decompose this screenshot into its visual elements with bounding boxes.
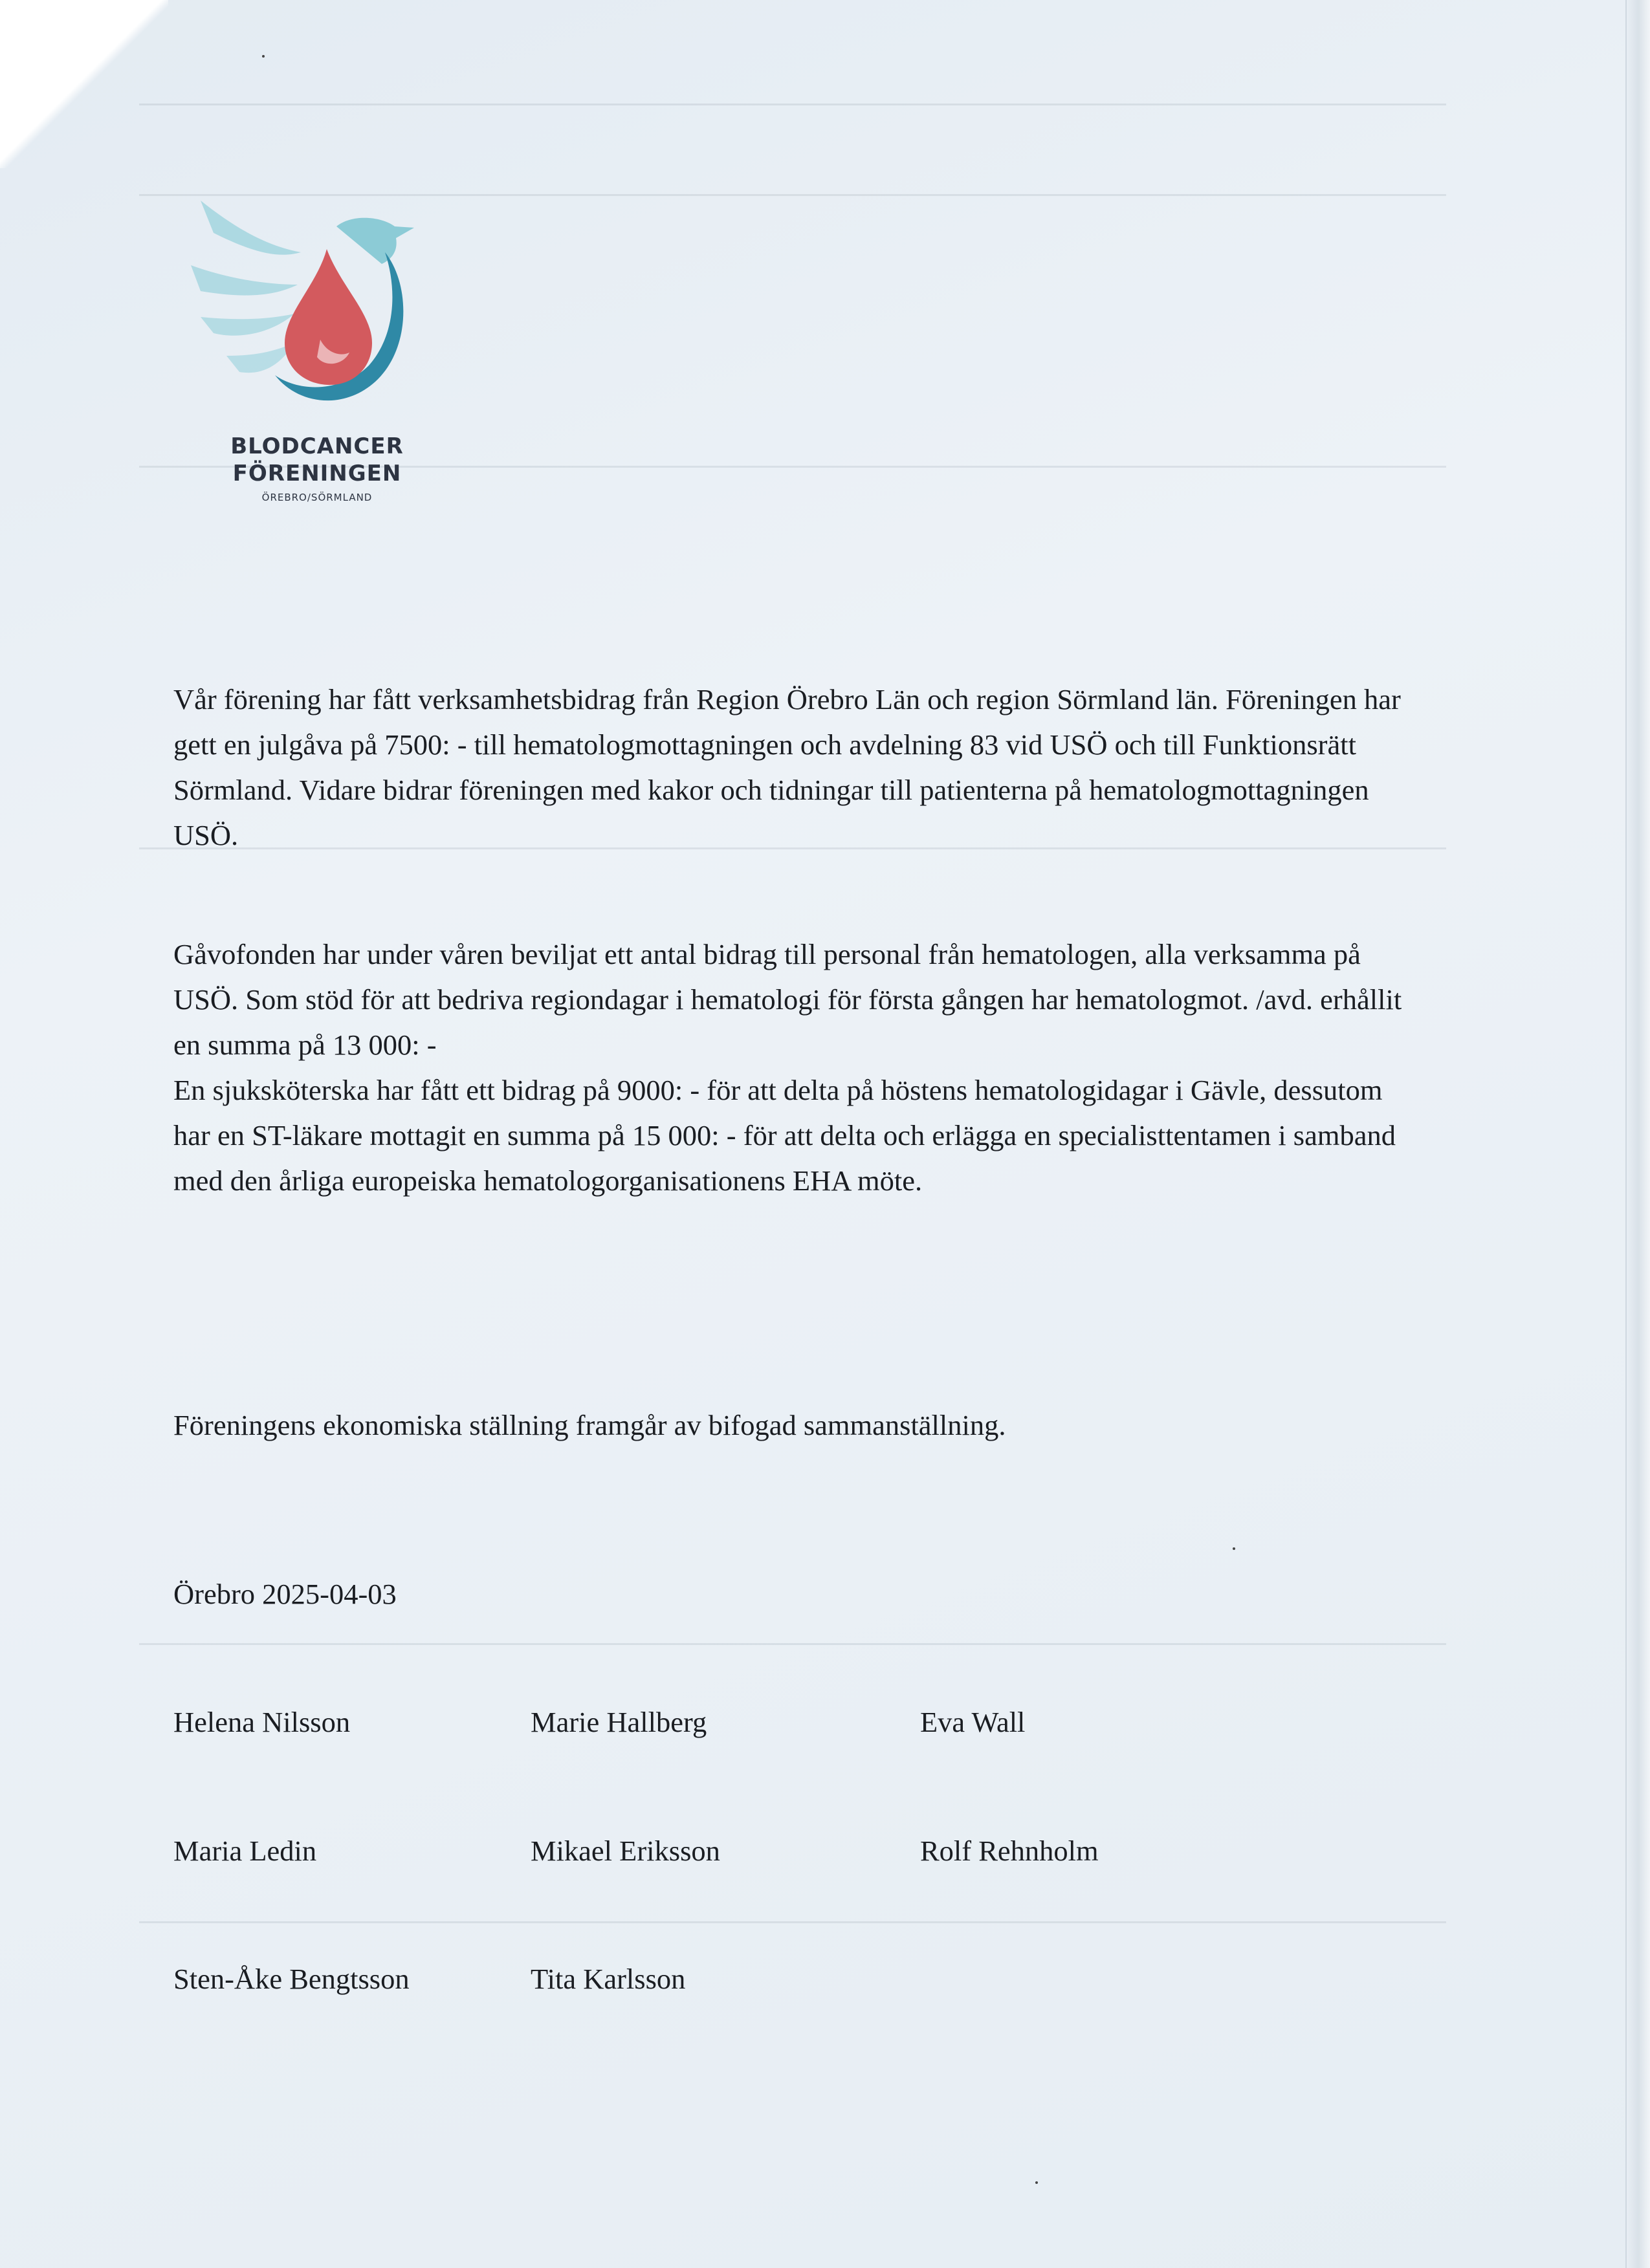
bleed-line	[139, 1643, 1446, 1645]
signature-name: Marie Hallberg	[531, 1706, 707, 1738]
place-and-date: Örebro 2025-04-03	[173, 1578, 397, 1610]
logo-wordmark-line2: FÖRENINGEN	[232, 461, 402, 486]
association-logo	[188, 188, 446, 524]
blood-drop-bird-icon	[188, 188, 446, 433]
signature-name: Sten-Åke Bengtsson	[173, 1963, 410, 1995]
paragraph-gift-fund: Gåvofonden har under våren beviljat ett antal bidrag till personal från hematologen, alla verksamma på USÖ. Som stöd för att bedriva regiondagar i hematologi för första gången har hematologmot. /avd. erhållit en summa på 13 000: -	[173, 938, 1402, 1061]
signature-name: Eva Wall	[920, 1706, 1026, 1738]
folded-corner	[0, 0, 168, 168]
signature-name: Helena Nilsson	[173, 1706, 351, 1738]
signature-name: Mikael Eriksson	[531, 1835, 720, 1867]
paper-speck	[1233, 1547, 1235, 1550]
paragraph-funding: Vår förening har fått verksamhetsbidrag från Region Örebro Län och region Sörmland län. Föreningen har gett en julgåva på 7500: - till hematologmottagningen och avdelning 83 vid USÖ och till Funktionsrätt Sörmland. Vidare bidrar föreningen med kakor och tidningar till patienterna på hematologmottagningen USÖ.	[173, 683, 1401, 851]
paragraph-financial-position: Föreningens ekonomiska ställning framgår av bifogad sammanställning.	[173, 1409, 1006, 1441]
paper-speck	[1035, 2181, 1038, 2184]
paper-speck	[262, 55, 265, 58]
page-edge	[1625, 0, 1650, 2268]
bleed-line	[139, 104, 1446, 105]
logo-wordmark-line1: BLODCANCER	[230, 433, 404, 459]
signature-name: Maria Ledin	[173, 1835, 317, 1867]
signature-name: Tita Karlsson	[531, 1963, 686, 1995]
logo-region-tagline: ÖREBRO/SÖRMLAND	[261, 492, 373, 503]
paragraph-grants: En sjuksköterska har fått ett bidrag på 9000: - för att delta på höstens hematologidagar i Gävle, dessutom har en ST-läkare mottagit en summa på 15 000: - för att delta och erlägga en specialisttentamen i samband med den årliga europeiska hematologorganisationens EHA möte.	[173, 1074, 1396, 1197]
signature-name: Rolf Rehnholm	[920, 1835, 1099, 1867]
bleed-line	[139, 1921, 1446, 1923]
